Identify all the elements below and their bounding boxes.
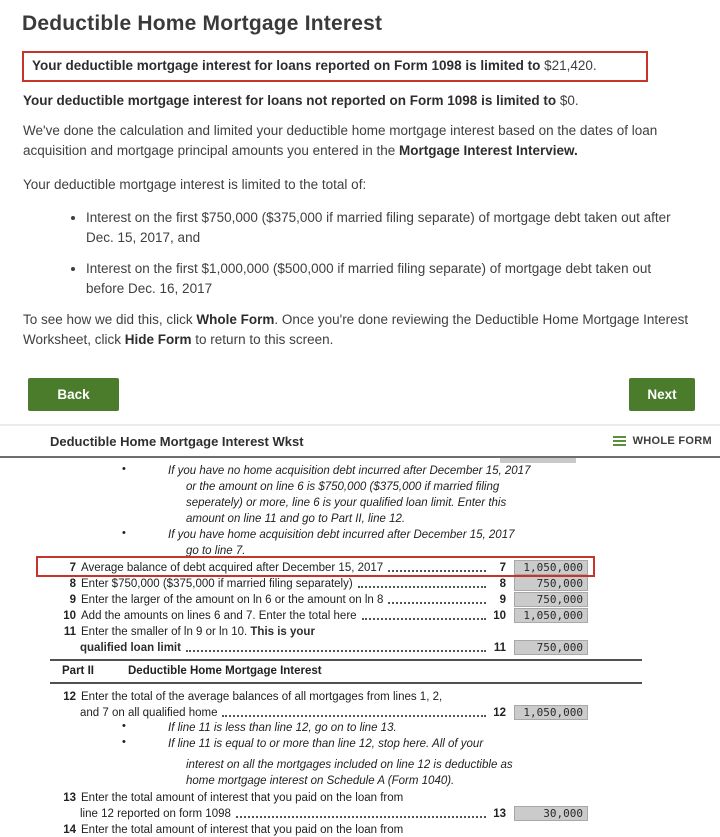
page-title: Deductible Home Mortgage Interest xyxy=(22,12,383,35)
not-reported-value: $0. xyxy=(556,93,579,109)
form-line-11-a xyxy=(62,623,588,639)
whole-form-label: WHOLE FORM xyxy=(632,435,712,448)
dotted-leader xyxy=(222,715,486,717)
whole-form-instructions xyxy=(23,310,699,351)
form-line-11-b xyxy=(80,639,588,655)
line-text: Add the amounts on lines 6 and 7. Enter the total here xyxy=(81,609,357,622)
line-number: 11 xyxy=(63,625,76,638)
form-bullet-text xyxy=(168,527,514,559)
line10-value-field[interactable]: 1,050,000 xyxy=(514,608,588,623)
line14-text: Enter the total amount of interest that you paid on the loan from xyxy=(81,823,404,836)
form-line-10 xyxy=(62,607,588,623)
line-number: 12 xyxy=(63,690,76,703)
form-line-14 xyxy=(62,821,588,837)
line-number-right: 7 xyxy=(499,561,506,574)
bullet-marker: • xyxy=(122,526,126,539)
line-text: Enter the larger of the amount on ln 6 or the amount on ln 8 xyxy=(81,593,384,606)
instr-mid: . Once you're done reviewing the Deductible Home Mortgage Interest Worksheet, click xyxy=(23,312,689,348)
line9-value-field[interactable]: 750,000 xyxy=(514,592,588,607)
bullet-marker: • xyxy=(122,462,126,475)
back-button[interactable]: Back xyxy=(28,378,119,411)
bullet-marker: • xyxy=(122,735,126,748)
line-text: Average balance of debt acquired after December 15, 2017 xyxy=(81,561,384,574)
line-number: 10 xyxy=(63,609,76,622)
dotted-leader xyxy=(186,650,486,652)
line-number-right: 9 xyxy=(499,593,506,606)
bullet-line: interest on all the mortgages included on line 12 is deductible as xyxy=(186,758,513,771)
limit-alert-value: $21,420. xyxy=(540,58,597,73)
form-bullet-line11-less xyxy=(122,720,720,736)
bullet-line: or the amount on line 6 is $750,000 ($375,000 if married filing xyxy=(186,480,500,493)
interview-panel xyxy=(0,0,720,411)
bullet-marker: • xyxy=(122,719,126,732)
line13-text2: line 12 reported on form 1098 xyxy=(80,807,231,820)
next-button[interactable]: Next xyxy=(629,378,695,411)
whole-form-button[interactable] xyxy=(613,435,712,447)
form-bullet-text xyxy=(168,736,513,789)
bullet-line: If you have no home acquisition debt incurred after December 15, 2017 xyxy=(168,464,531,477)
limit-bullet-list xyxy=(70,208,678,298)
bullet-line: seperately) or more, line 6 is your qualified loan limit. Enter this xyxy=(186,496,507,509)
mortgage-interest-interview-ref: Mortgage Interest Interview. xyxy=(398,143,578,159)
line11-bold-text: This is your xyxy=(250,625,315,638)
line12-text2: and 7 on all qualified home xyxy=(80,706,218,719)
instr-post: to return to this screen. xyxy=(191,332,334,348)
form-line-12-b xyxy=(80,704,588,720)
form-line-13-a xyxy=(62,789,588,805)
calculation-text: We've done the calculation and limited your deductible home mortgage interest based on the dates of loan acquisition and mortgage principal amounts you entered in the xyxy=(23,123,658,159)
line-number-right: 13 xyxy=(493,807,506,820)
form-bullet-text xyxy=(168,720,397,736)
line-number-right: 11 xyxy=(493,641,506,654)
limit-alert-box xyxy=(22,51,648,82)
dotted-leader xyxy=(388,602,486,604)
instr-pre: To see how we did this, click xyxy=(23,312,197,328)
form-bullet-text xyxy=(168,463,530,527)
dotted-leader xyxy=(362,618,486,620)
line12-value-field[interactable]: 1,050,000 xyxy=(514,705,588,720)
dotted-leader xyxy=(358,586,486,588)
bullet-line: If line 11 is less than line 12, go on to line 13. xyxy=(168,721,397,734)
bullet-line: home mortgage interest on Schedule A (Form 1040). xyxy=(186,774,455,787)
limited-total-paragraph: Your deductible mortgage interest is limited to the total of: xyxy=(23,176,367,192)
dotted-leader xyxy=(236,816,486,818)
line-text: Enter $750,000 ($375,000 if married filing separately) xyxy=(81,577,353,590)
part2-label: Part II xyxy=(62,664,94,677)
line13-text: Enter the total amount of interest that you paid on the loan from xyxy=(81,791,404,804)
bullet-line: amount on line 11 and go to Part II, line 12. xyxy=(186,512,406,525)
form-bullet-line11-more xyxy=(122,736,720,789)
line-number: 9 xyxy=(69,593,76,606)
line11-value-field[interactable]: 750,000 xyxy=(514,640,588,655)
line7-value-field[interactable]: 1,050,000 xyxy=(514,560,588,575)
line-number-right: 8 xyxy=(499,577,506,590)
form-bullet-has-debt xyxy=(122,527,720,559)
hamburger-icon xyxy=(613,436,626,446)
worksheet-header xyxy=(0,426,720,458)
form-line-13-b xyxy=(80,805,588,821)
bullet-1000000: • Interest on the first $1,000,000 ($500,000 if married filing separate) of mortgage debt taken out before Dec. 16, 2017 xyxy=(86,259,678,298)
line-number: 7 xyxy=(69,561,76,574)
bullet-line: If line 11 is equal to or more than line 12, stop here. All of your xyxy=(168,737,484,750)
line-number: 14 xyxy=(63,823,76,836)
not-reported-text: Your deductible mortgage interest for loans not reported on Form 1098 is limited to xyxy=(23,93,557,109)
calculation-paragraph xyxy=(23,121,699,162)
part2-header xyxy=(50,659,642,684)
form-bullet-no-debt xyxy=(122,463,720,527)
part2-title: Deductible Home Mortgage Interest xyxy=(128,664,322,677)
worksheet-title: Deductible Home Mortgage Interest Wkst xyxy=(50,433,304,449)
form-line-7 xyxy=(62,559,588,575)
line-number-right: 12 xyxy=(493,706,506,719)
nav-button-row xyxy=(28,378,695,411)
bullet-750000: • Interest on the first $750,000 ($375,000 if married filing separate) of mortgage debt taken out after Dec. 15, 2017, and xyxy=(86,208,678,247)
form-line-12-a xyxy=(62,688,588,704)
line-number-right: 10 xyxy=(493,609,506,622)
line13-value-field[interactable]: 30,000 xyxy=(514,806,588,821)
line12-text: Enter the total of the average balances of all mortgages from lines 1, 2, xyxy=(81,690,443,703)
clipped-value-box xyxy=(500,458,576,463)
worksheet-form xyxy=(0,458,720,837)
limit-alert-text: Your deductible mortgage interest for loans reported on Form 1098 is limited to xyxy=(32,58,541,73)
form-line-8 xyxy=(62,575,588,591)
line-number: 13 xyxy=(63,791,76,804)
line-text xyxy=(81,625,315,639)
line11-bold-text2: qualified loan limit xyxy=(80,641,181,654)
line8-value-field[interactable]: 750,000 xyxy=(514,576,588,591)
bullet-line: go to line 7. xyxy=(186,544,246,557)
whole-form-ref: Whole Form xyxy=(196,312,275,328)
hide-form-ref: Hide Form xyxy=(124,332,192,348)
not-reported-line xyxy=(23,93,696,108)
form-line-9 xyxy=(62,591,588,607)
line-number: 8 xyxy=(69,577,76,590)
line11-text: Enter the smaller of ln 9 or ln 10. xyxy=(81,625,251,638)
bullet-line: If you have home acquisition debt incurred after December 15, 2017 xyxy=(168,528,515,541)
dotted-leader xyxy=(388,570,486,572)
